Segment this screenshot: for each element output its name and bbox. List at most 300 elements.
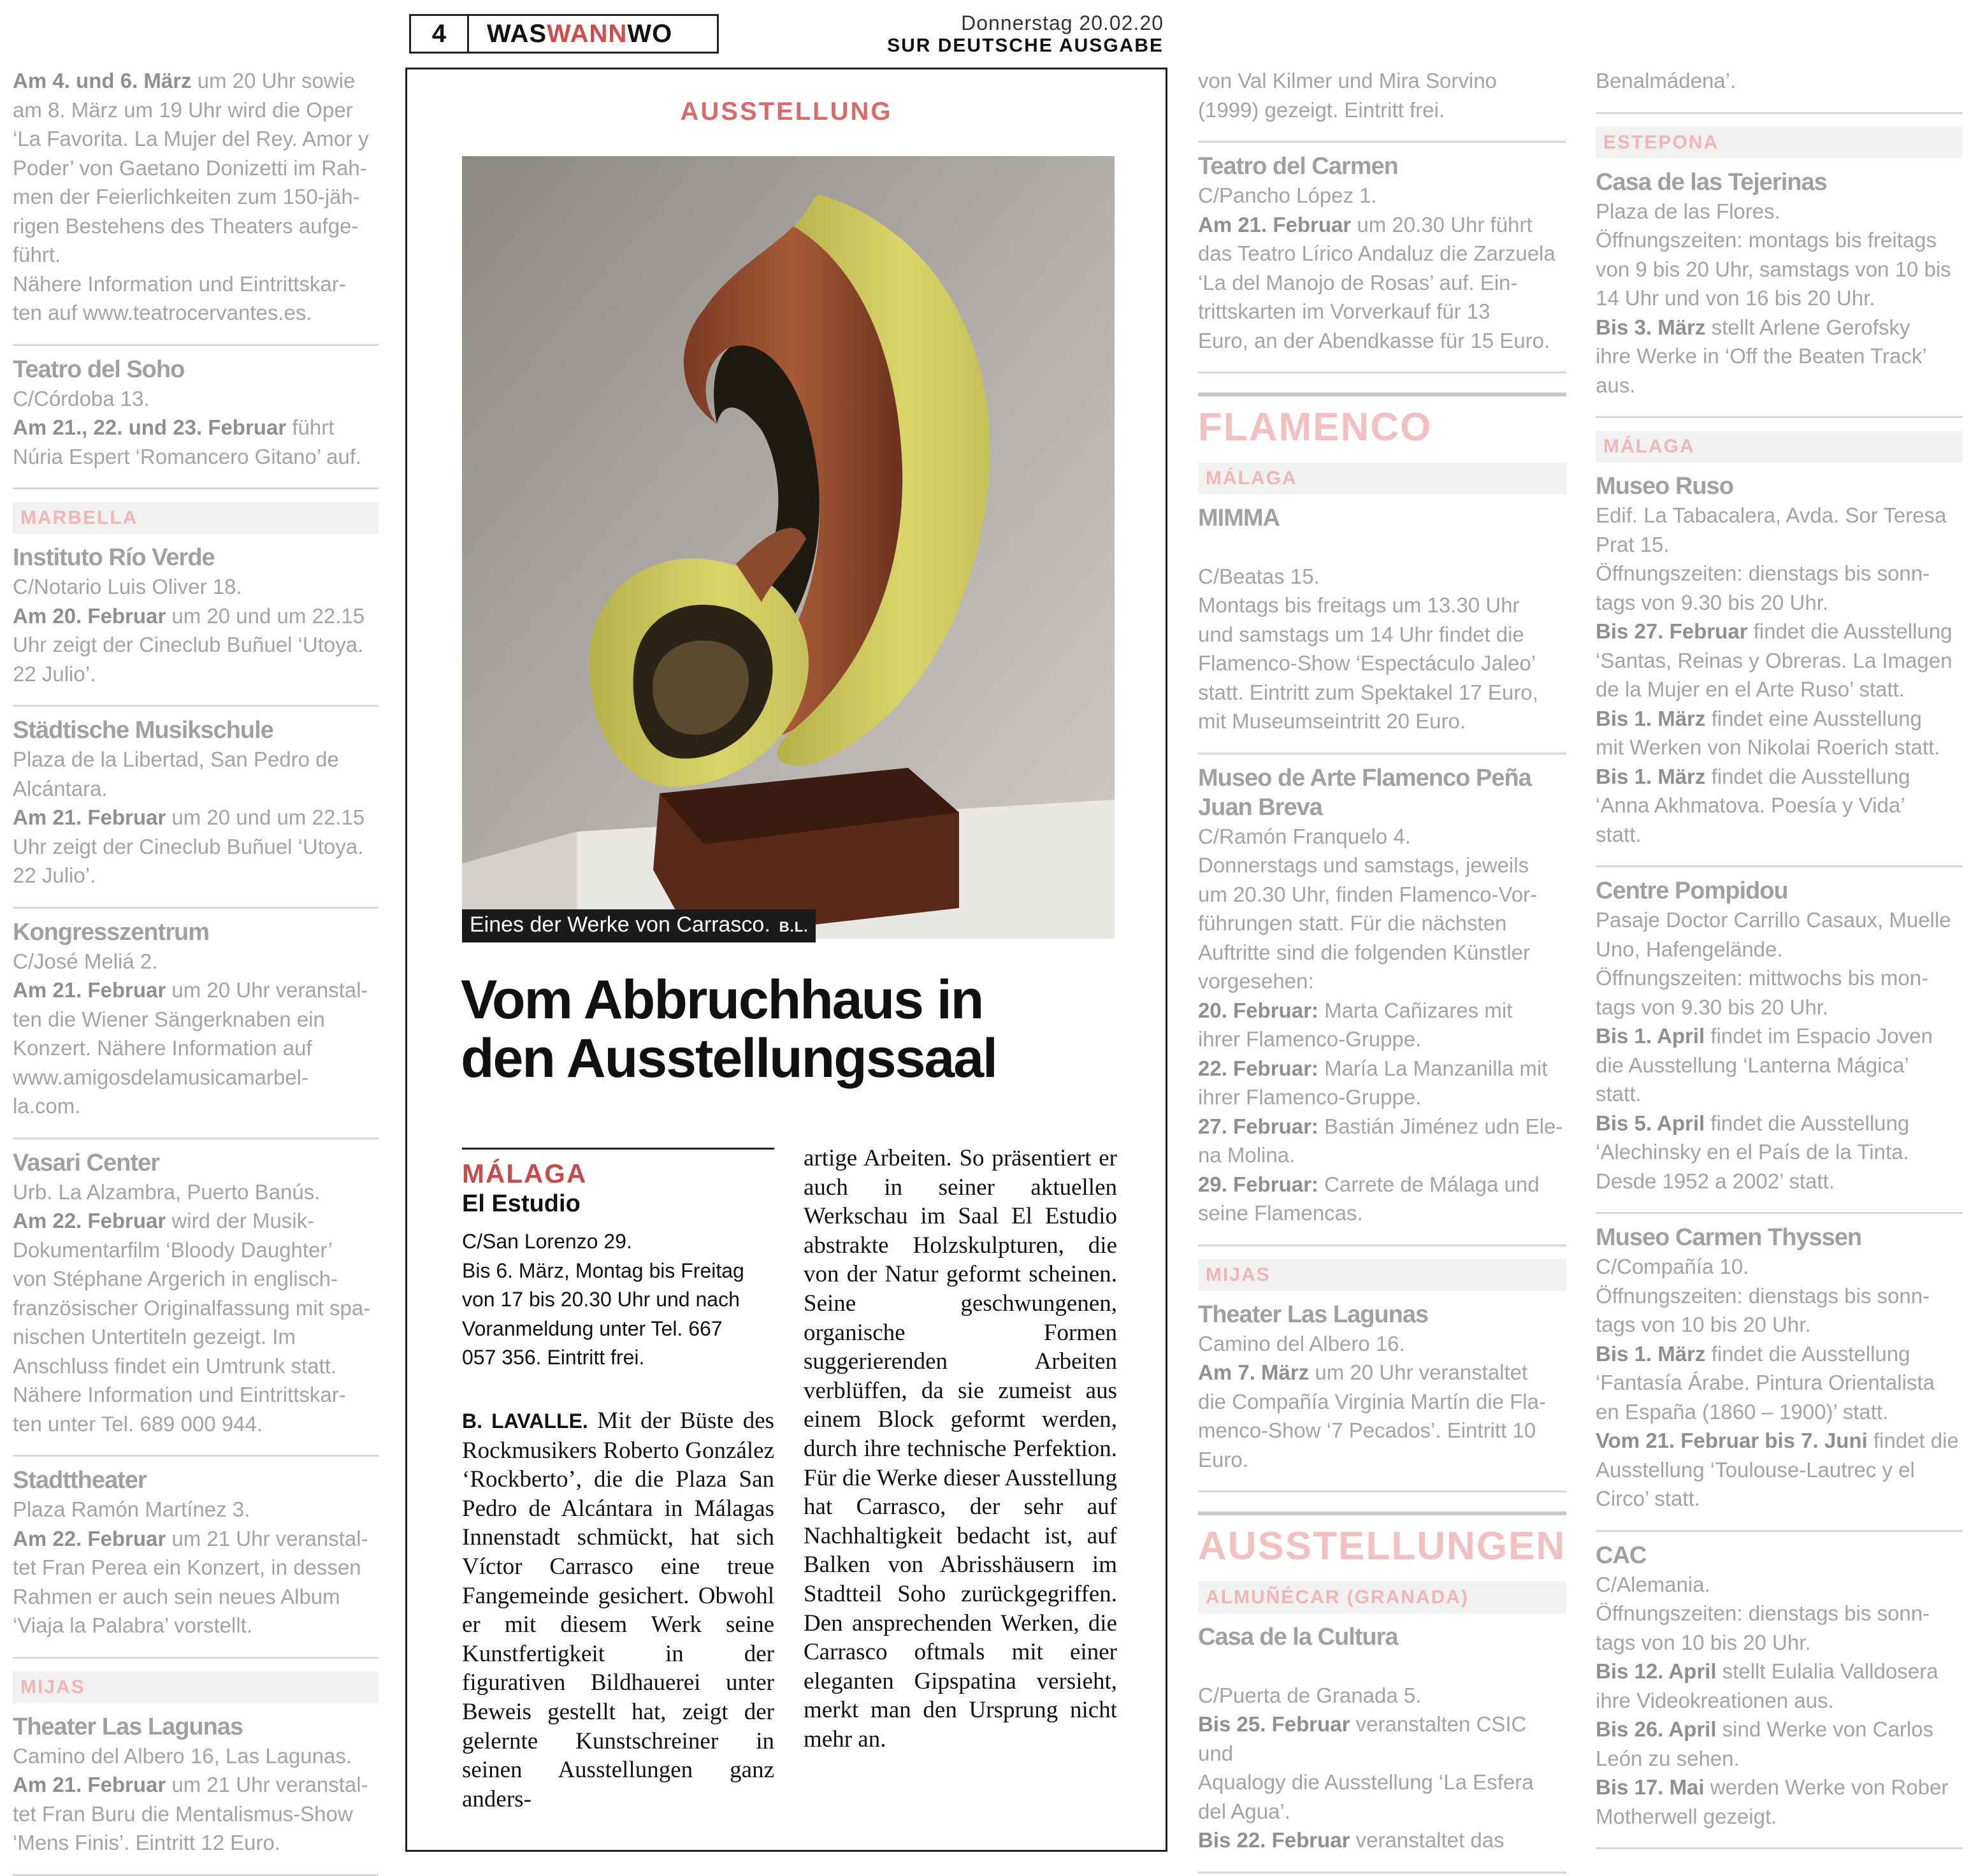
listing-line-text: León zu sehen. bbox=[1596, 1746, 1740, 1770]
listing-line-text: von Val Kilmer und Mira Sorvino bbox=[1198, 69, 1497, 92]
listing-date-highlight: Bis 22. Februar bbox=[1198, 1828, 1350, 1852]
listing-line bbox=[13, 745, 379, 774]
venue-name: Museo Ruso bbox=[1596, 473, 1733, 500]
listing-line-text: ‘Anna Akhmatova. Poesía y Vida’ bbox=[1596, 793, 1905, 817]
listing-intro bbox=[1198, 66, 1566, 143]
venue-name: Instituto Río Verde bbox=[13, 544, 215, 571]
listing-line-text: Plaza de las Flores. bbox=[1596, 199, 1780, 223]
listing-line bbox=[1596, 704, 1963, 733]
listing-line bbox=[1198, 967, 1566, 996]
venue-name: MIMMA bbox=[1198, 505, 1280, 531]
listing-line bbox=[1198, 1329, 1566, 1359]
listing-line-text: ihrer Flamenco-Gruppe. bbox=[1198, 1085, 1422, 1109]
region-label: MARBELLA bbox=[13, 502, 379, 534]
listing-line bbox=[13, 572, 379, 602]
listing-line bbox=[1198, 1681, 1566, 1710]
listing-line bbox=[1596, 226, 1963, 255]
listing-line bbox=[1596, 501, 1963, 530]
listing-line-text: um 21 Uhr veranstal- bbox=[166, 1526, 368, 1550]
listing-line bbox=[1596, 1773, 1963, 1802]
listing-entry bbox=[13, 1703, 379, 1876]
listing-line bbox=[1596, 1310, 1963, 1339]
listing-line-text: C/Beatas 15. bbox=[1198, 564, 1320, 588]
listing-line bbox=[1596, 646, 1963, 675]
listing-line bbox=[1596, 675, 1963, 704]
listing-line bbox=[13, 774, 379, 804]
listing-line bbox=[13, 1178, 379, 1207]
listing-entry bbox=[1596, 159, 1963, 419]
listing-date-highlight: Bis 3. März bbox=[1596, 315, 1706, 339]
sculpture-photo bbox=[462, 156, 1115, 939]
listing-entry bbox=[13, 1139, 379, 1457]
listing-line-text: aus. bbox=[1596, 373, 1636, 397]
event-info-line: 057 356. Eintritt frei. bbox=[462, 1346, 645, 1369]
listing-line-text: werden Werke von Rober bbox=[1704, 1775, 1949, 1799]
listing-line-text: C/Notario Luis Oliver 18. bbox=[13, 575, 242, 598]
listing-line-text: C/José Meliá 2. bbox=[13, 949, 158, 973]
listing-line bbox=[1596, 1657, 1963, 1686]
listing-line bbox=[13, 1236, 379, 1265]
listing-line bbox=[1596, 1368, 1963, 1397]
listing-line bbox=[1596, 1051, 1963, 1080]
venue-name: Städtische Musikschule bbox=[13, 717, 273, 744]
listing-line-text: Marta Cañizares mit bbox=[1318, 998, 1513, 1022]
listing-entry bbox=[1596, 1532, 1963, 1850]
listing-line bbox=[1596, 1079, 1963, 1109]
listing-line-text: 22 Julio’. bbox=[13, 661, 96, 686]
listing-date-highlight: Am 20. Februar bbox=[13, 603, 166, 628]
listing-line bbox=[1596, 342, 1963, 371]
listing-line bbox=[13, 1524, 379, 1554]
region-label: ESTEPONA bbox=[1596, 127, 1963, 159]
listing-line bbox=[1198, 1768, 1566, 1797]
listing-date-highlight: Am 22. Februar bbox=[13, 1209, 166, 1232]
listing-date-highlight: Bis 27. Februar bbox=[1596, 619, 1748, 643]
listing-line-text: findet die bbox=[1867, 1429, 1959, 1452]
listing-line-text: Öffnungszeiten: dienstags bis sonn- bbox=[1596, 561, 1930, 585]
listing-line-text: die Ausstellung ‘Lanterna Mágica’ bbox=[1596, 1053, 1909, 1077]
listing-line bbox=[13, 1770, 379, 1800]
listing-entry bbox=[1596, 1214, 1963, 1532]
listing-line bbox=[1198, 268, 1566, 298]
listing-line bbox=[1198, 1199, 1566, 1228]
listing-line bbox=[1198, 1141, 1566, 1170]
listings-column-3 bbox=[1198, 66, 1566, 1873]
listing-line bbox=[1198, 1387, 1566, 1417]
listing-line-text: ‘Santas, Reinas y Obreras. La Imagen bbox=[1596, 648, 1953, 672]
listing-line bbox=[1198, 1826, 1566, 1855]
listing-line-text: Benalmádena’. bbox=[1596, 69, 1736, 92]
listing-date-highlight: Bis 17. Mai bbox=[1596, 1775, 1705, 1799]
listing-entry bbox=[13, 534, 379, 707]
listing-line bbox=[1198, 1445, 1566, 1475]
listing-line-text: tet Fran Perea ein Konzert, in dessen bbox=[13, 1555, 361, 1579]
listing-line-text: Uhr zeigt der Cineclub Buñuel ‘Utoya. bbox=[13, 834, 364, 858]
venue-name: Kongresszentrum bbox=[13, 918, 210, 946]
listing-line bbox=[1596, 1686, 1963, 1715]
photo-credit: B.L. bbox=[779, 919, 809, 935]
listing-line bbox=[13, 602, 379, 631]
listing-line bbox=[13, 1294, 379, 1323]
listing-date-highlight: Bis 1. März bbox=[1596, 764, 1706, 788]
listing-line-text: findet eine Ausstellung bbox=[1705, 706, 1922, 730]
listing-entry bbox=[1198, 1613, 1566, 1873]
listing-line-text: Aqualogy die Ausstellung ‘La Esfera bbox=[1198, 1770, 1534, 1794]
listing-line bbox=[1596, 1397, 1963, 1427]
listing-date-highlight: Am 21., 22. und 23. Februar bbox=[13, 415, 287, 439]
listing-line bbox=[1198, 326, 1566, 356]
region-label: ALMUÑÉCAR (GRANADA) bbox=[1198, 1582, 1566, 1613]
photo-caption bbox=[462, 909, 816, 942]
listing-line-text: ten die Wiener Sängerknaben ein bbox=[13, 1007, 325, 1031]
listing-line-text: ten unter Tel. 689 000 944. bbox=[13, 1411, 263, 1436]
listing-line bbox=[1596, 1570, 1963, 1599]
listing-date-highlight: Am 21. Februar bbox=[13, 978, 166, 1002]
listing-line-text: Öffnungszeiten: montags bis freitags bbox=[1596, 228, 1937, 252]
listing-line-text: Öffnungszeiten: dienstags bis sonn- bbox=[1596, 1283, 1930, 1308]
listing-entry bbox=[1596, 463, 1963, 867]
listing-line-text: www.amigosdelamusicamarbel- bbox=[13, 1065, 308, 1089]
listing-line-text: Montags bis freitags um 13.30 Uhr bbox=[1198, 593, 1520, 617]
listing-line-text: am 8. März um 19 Uhr wird die Oper bbox=[13, 97, 353, 122]
listing-line bbox=[1198, 1710, 1566, 1768]
listing-line bbox=[1596, 559, 1963, 588]
listing-line bbox=[1596, 762, 1963, 791]
listing-line bbox=[1198, 649, 1566, 678]
listing-line bbox=[1596, 791, 1963, 820]
listing-line-text: Poder’ von Gaetano Donizetti im Rah- bbox=[13, 155, 367, 180]
listing-line-text: veranstaltet das bbox=[1350, 1828, 1505, 1852]
listing-line-text: um 21 Uhr veranstal- bbox=[166, 1773, 368, 1796]
listing-line-text: Auftritte sind die folgenden Künstler bbox=[1198, 940, 1530, 964]
listing-line bbox=[13, 1322, 379, 1352]
listing-line-text: Euro, an der Abendkasse für 15 Euro. bbox=[1198, 328, 1550, 352]
listing-line-text: tags von 10 bis 20 Uhr. bbox=[1596, 1630, 1811, 1654]
article-body-text-1: Mit der Büste des Rockmusikers Roberto González ‘Rockberto’, die die Plaza San Pedro de Alcántara in Málagas Innenstadt schmückt, hat sich Víctor Carrasco eine treue Fangemeinde gesichert. Obwohl er mit diesem Werk seine Kunstfertigkeit in der figurativen Bildhauerei unter Beweis gestellt hat, zeigt der gelernte Kunstschreiner in seinen Ausstellungen ganz anders- bbox=[462, 1408, 775, 1812]
listing-line-text: Plaza de la Libertad, San Pedro de bbox=[13, 747, 339, 771]
event-info-line: Voranmeldung unter Tel. 667 bbox=[462, 1317, 723, 1340]
listing-line bbox=[1198, 1054, 1566, 1083]
listing-entry bbox=[1198, 754, 1566, 1246]
listing-line bbox=[13, 270, 379, 299]
listing-entry bbox=[1596, 867, 1963, 1214]
listing-line-text: französischer Originalfassung mit spa- bbox=[13, 1295, 371, 1320]
listing-line-text: Rahmen er auch sein neues Album bbox=[13, 1584, 340, 1608]
listing-line-text: Öffnungszeiten: dienstags bis sonn- bbox=[1596, 1601, 1930, 1625]
section-title-part1: WAS bbox=[487, 19, 547, 48]
listing-line-text: um 20 und um 22.15 bbox=[166, 603, 365, 628]
listing-line bbox=[1198, 533, 1566, 562]
listing-line-text: vorgesehen: bbox=[1198, 969, 1314, 993]
listing-line-text: C/Ramón Franquelo 4. bbox=[1198, 824, 1411, 848]
listing-line-text: Euro. bbox=[1198, 1447, 1248, 1471]
listing-entry bbox=[1198, 143, 1566, 373]
listing-line bbox=[1596, 1252, 1963, 1281]
listing-line bbox=[13, 298, 379, 328]
listing-line bbox=[13, 384, 379, 414]
listing-line bbox=[13, 1742, 379, 1771]
listing-line-text: na Molina. bbox=[1198, 1143, 1296, 1167]
listings-column-4 bbox=[1596, 66, 1963, 1849]
listing-line-text: Öffnungszeiten: mittwochs bis mon- bbox=[1596, 966, 1929, 990]
listing-line bbox=[1198, 678, 1566, 707]
event-info-line: von 17 bis 20.30 Uhr und nach bbox=[462, 1288, 740, 1311]
listing-date-highlight: Bis 1. März bbox=[1596, 706, 1706, 730]
listing-line bbox=[1596, 588, 1963, 617]
listing-line bbox=[13, 442, 379, 472]
venue-name: Centre Pompidou bbox=[1596, 877, 1788, 904]
venue-name: Casa de las Tejerinas bbox=[1596, 168, 1827, 196]
listing-line bbox=[13, 154, 379, 183]
listing-line-text: María La Manzanilla mit bbox=[1318, 1056, 1548, 1080]
listing-line bbox=[13, 96, 379, 125]
listing-line bbox=[1198, 822, 1566, 851]
listing-line bbox=[1596, 1484, 1963, 1513]
listing-entry bbox=[13, 707, 379, 909]
dateline bbox=[879, 11, 1164, 57]
venue-name: Teatro del Carmen bbox=[1198, 153, 1398, 180]
listing-line bbox=[13, 832, 379, 862]
region-label: MÁLAGA bbox=[1198, 463, 1566, 494]
listing-line bbox=[1198, 707, 1566, 736]
listing-line-text: rigen Bestehens des Theaters aufge- bbox=[13, 213, 359, 238]
listing-line-text: ‘Viaja la Palabra’ vorstellt. bbox=[13, 1613, 253, 1637]
listing-line bbox=[1596, 963, 1963, 993]
listing-line-text: menco-Show ‘7 Pecados’. Eintritt 10 bbox=[1198, 1418, 1536, 1442]
article-kicker: AUSSTELLUNG bbox=[680, 97, 893, 126]
listing-line-text: veranstalten CSIC und bbox=[1198, 1712, 1527, 1765]
venue-name: Casa de la Cultura bbox=[1198, 1624, 1398, 1650]
listing-date-highlight: Am 22. Februar bbox=[13, 1526, 166, 1550]
listing-line-text: Edif. La Tabacalera, Avda. Sor Teresa bbox=[1596, 503, 1947, 527]
listing-line-text: Anschluss findet ein Umtrunk statt. bbox=[13, 1353, 337, 1378]
listing-line-text: Núria Espert ‘Romancero Gitano’ auf. bbox=[13, 444, 362, 468]
listing-entry bbox=[1198, 494, 1566, 754]
listing-date-highlight: Bis 25. Februar bbox=[1198, 1712, 1350, 1736]
venue-name: Stadttheater bbox=[13, 1467, 147, 1494]
listing-line bbox=[1198, 1112, 1566, 1141]
listing-date-highlight: Bis 12. April bbox=[1596, 1659, 1717, 1683]
listing-date-highlight: Bis 26. April bbox=[1596, 1717, 1717, 1741]
listing-line bbox=[1596, 993, 1963, 1022]
region-label: MIJAS bbox=[13, 1671, 379, 1703]
listing-line-text: Carrete de Málaga und bbox=[1318, 1172, 1540, 1196]
listing-line-text: nischen Untertiteln gezeigt. Im bbox=[13, 1325, 296, 1348]
listing-line bbox=[1198, 1416, 1566, 1445]
listing-line bbox=[1596, 1426, 1963, 1455]
edition-name: SUR DEUTSCHE AUSGABE bbox=[887, 35, 1164, 56]
listing-line bbox=[13, 240, 379, 270]
listing-line-text: (1999) gezeigt. Eintritt frei. bbox=[1198, 97, 1445, 122]
listing-line bbox=[1198, 620, 1566, 649]
listing-line-text: C/Compañía 10. bbox=[1596, 1255, 1749, 1278]
page-number: 4 bbox=[411, 16, 469, 52]
listing-line bbox=[13, 1380, 379, 1410]
listing-line bbox=[1596, 617, 1963, 646]
listing-line bbox=[1198, 938, 1566, 967]
listing-intro bbox=[1596, 66, 1963, 114]
article-body-column-1 bbox=[462, 1406, 774, 1814]
listing-line-text: Ausstellung ‘Toulouse-Lautrec y el bbox=[1596, 1457, 1915, 1482]
listing-date-highlight: 29. Februar: bbox=[1198, 1172, 1318, 1196]
article-byline: B. LAVALLE. bbox=[462, 1410, 588, 1432]
listing-line bbox=[1198, 181, 1566, 210]
event-venue: El Estudio bbox=[462, 1190, 581, 1217]
listing-line-text: 14 Uhr und von 16 bis 20 Uhr. bbox=[1596, 286, 1875, 310]
listing-line bbox=[1596, 197, 1963, 226]
listing-line bbox=[1198, 66, 1566, 96]
section-title-part2: WANN bbox=[547, 19, 628, 48]
listing-line-text: Pasaje Doctor Carrillo Casaux, Muelle bbox=[1596, 908, 1951, 932]
listing-line-text: Circo’ statt. bbox=[1596, 1487, 1700, 1510]
listing-date-highlight: Am 4. und 6. März bbox=[13, 69, 192, 92]
venue-name: Teatro del Soho bbox=[13, 356, 185, 383]
listing-line-text: seine Flamencas. bbox=[1198, 1201, 1363, 1225]
listing-line-text: die Compañía Virginia Martín die Fla- bbox=[1198, 1389, 1546, 1413]
listing-date-highlight: 20. Februar: bbox=[1198, 998, 1318, 1022]
listing-line bbox=[1198, 880, 1566, 909]
listing-line-text: trittskarten im Vorverkauf für 13 bbox=[1198, 299, 1491, 323]
listing-line bbox=[1596, 1802, 1963, 1831]
listing-line bbox=[1596, 313, 1963, 342]
listing-entries bbox=[13, 346, 379, 1876]
section-heading-ausstellungen: AUSSTELLUNGEN bbox=[1198, 1512, 1566, 1569]
listing-date-highlight: Am 21. Februar bbox=[1198, 212, 1352, 236]
venue-name: Theater Las Lagunas bbox=[13, 1713, 243, 1740]
listing-line-text: ‘La Favorita. La Mujer del Rey. Amor y bbox=[13, 127, 369, 150]
listing-line bbox=[13, 1611, 379, 1640]
listing-line-text: Camino del Albero 16, Las Lagunas. bbox=[13, 1743, 352, 1768]
listing-date-highlight: Bis 1. März bbox=[1596, 1341, 1706, 1366]
listing-line-text: Alcántara. bbox=[13, 776, 108, 800]
listing-line-text: sind Werke von Carlos bbox=[1716, 1717, 1934, 1741]
listing-line bbox=[1198, 1170, 1566, 1199]
listing-line bbox=[1198, 851, 1566, 880]
listing-line-text: findet die Ausstellung bbox=[1705, 764, 1910, 788]
event-info-line: C/San Lorenzo 29. bbox=[462, 1230, 632, 1253]
listing-line bbox=[13, 1495, 379, 1524]
listing-line-text: C/Pancho López 1. bbox=[1198, 184, 1377, 207]
listing-line bbox=[1596, 284, 1963, 313]
flamenco-entries bbox=[1198, 463, 1566, 1492]
listing-line-text: statt. bbox=[1596, 822, 1642, 846]
region-label: MIJAS bbox=[1198, 1259, 1566, 1291]
section-heading-flamenco: FLAMENCO bbox=[1198, 393, 1566, 450]
listing-line-text: statt. bbox=[1596, 1082, 1642, 1106]
listing-line-text: findet die Ausstellung bbox=[1705, 1341, 1910, 1366]
listing-line-text: ‘Alechinsky en el País de la Tinta. bbox=[1596, 1140, 1909, 1164]
listing-line bbox=[1596, 66, 1963, 96]
listing-line bbox=[13, 1063, 379, 1092]
article-headline: Vom Abbruchhaus in den Ausstellungssaal bbox=[461, 969, 997, 1089]
listing-line-text: führungen statt. Für die nächsten bbox=[1198, 911, 1507, 935]
listing-entry bbox=[13, 1457, 379, 1659]
listing-line-text: ten auf www.teatrocervantes.es. bbox=[13, 301, 312, 324]
listing-intro bbox=[13, 66, 379, 346]
listing-line bbox=[1596, 371, 1963, 400]
listing-line-text: mit Werken von Nikolai Roerich statt. bbox=[1596, 735, 1940, 759]
listing-date-highlight: Bis 5. April bbox=[1596, 1111, 1705, 1135]
listing-line-text: ihrer Flamenco-Gruppe. bbox=[1198, 1027, 1422, 1051]
listing-line bbox=[13, 1553, 379, 1582]
listing-line bbox=[1596, 1744, 1963, 1773]
listing-line bbox=[1198, 996, 1566, 1025]
listing-entry bbox=[1198, 1291, 1566, 1493]
section-title-part3: WO bbox=[627, 19, 673, 48]
listing-line-text: Flamenco-Show ‘Espectáculo Jaleo’ bbox=[1198, 651, 1536, 675]
listing-line-text: ‘Fantasía Árabe. Pintura Orientalista bbox=[1596, 1371, 1935, 1394]
listing-line-text: tags von 9.30 bis 20 Uhr. bbox=[1596, 995, 1829, 1019]
listing-line-text: führt. bbox=[13, 243, 61, 266]
listing-line-text: Prat 15. bbox=[1596, 532, 1670, 556]
listing-line bbox=[1198, 1358, 1566, 1387]
listing-line bbox=[1596, 1628, 1963, 1657]
listing-line-text: Camino del Albero 16. bbox=[1198, 1331, 1405, 1355]
listing-entry bbox=[13, 909, 379, 1139]
listing-date-highlight: 27. Februar: bbox=[1198, 1114, 1318, 1138]
listing-line-text: tags von 9.30 bis 20 Uhr. bbox=[1596, 590, 1829, 614]
listing-line-text: Plaza Ramón Martínez 3. bbox=[13, 1497, 250, 1521]
listing-line bbox=[13, 861, 379, 890]
listing-date-highlight: Vom 21. Februar bis 7. Juni bbox=[1596, 1429, 1868, 1452]
feature-article bbox=[405, 68, 1167, 1852]
listing-line bbox=[13, 1410, 379, 1439]
listing-line-text: von Stéphane Argerich in englisch- bbox=[13, 1267, 338, 1290]
article-body-column-2: artige Arbeiten. So präsentiert er auch in seiner aktuellen Werkschau im Saal El Estudio abstrakte Holzskulpturen, die von der Natur geformt scheinen. Seine geschwungenen, organische Formen suggerierenden Arbeiten verblüffen, da sie zumeist aus einem Block geformt werden, durch ihre technische Perfektion. Für die Werke dieser Ausstellung hat Carrasco, der sehr auf Nachhaltigkeit bedacht ist, auf Balken von Abrisshäusern im Stadtteil Soho zurückgegriffen. Den ansprechenden Werken, die Carrasco oftmals mit einer eleganten Gipspatina versieht, merkt man den Ursprung nicht mehr an. bbox=[804, 1145, 1117, 1752]
listing-line bbox=[1596, 1281, 1963, 1311]
listing-line-text: ihre Werke in ‘Off the Beaten Track’ bbox=[1596, 344, 1927, 368]
listing-line-text: men der Feierlichkeiten zum 150-jäh- bbox=[13, 185, 360, 208]
event-info-box bbox=[462, 1148, 774, 1373]
listing-line-text: um 20.30 Uhr führt bbox=[1351, 212, 1533, 236]
listing-line-text: um 20 und um 22.15 bbox=[166, 805, 365, 829]
listing-date-highlight: 22. Februar: bbox=[1198, 1056, 1318, 1080]
listing-line bbox=[1596, 935, 1963, 964]
listing-line bbox=[1198, 562, 1566, 591]
event-city: MÁLAGA bbox=[462, 1158, 588, 1188]
listing-line bbox=[1596, 1021, 1963, 1051]
listing-line bbox=[1198, 96, 1566, 125]
listing-line bbox=[13, 1800, 379, 1829]
listing-line bbox=[1198, 210, 1566, 240]
listing-line bbox=[1198, 297, 1566, 326]
listing-line-text: Urb. La Alzambra, Puerto Banús. bbox=[13, 1180, 321, 1204]
listing-line-text: en España (1860 – 1900)’ statt. bbox=[1596, 1399, 1889, 1424]
listing-line bbox=[1596, 1715, 1963, 1744]
listing-line bbox=[13, 1005, 379, 1034]
listing-line bbox=[13, 1206, 379, 1236]
listing-line-text: Bastián Jiménez udn Ele- bbox=[1318, 1114, 1563, 1138]
listing-line-text: tet Fran Buru die Mentalismus-Show bbox=[13, 1801, 353, 1826]
venue-name: Vasari Center bbox=[13, 1149, 159, 1176]
listing-line-text: statt. Eintritt zum Spektakel 17 Euro, bbox=[1198, 680, 1538, 704]
listing-line-text: um 20 Uhr veranstaltet bbox=[1309, 1360, 1528, 1384]
listing-line bbox=[1596, 906, 1963, 935]
listing-line bbox=[13, 1582, 379, 1612]
listing-line-text: tags von 10 bis 20 Uhr. bbox=[1596, 1313, 1811, 1336]
listing-line-text: findet im Espacio Joven bbox=[1705, 1024, 1933, 1048]
listing-line bbox=[13, 182, 379, 212]
listing-line bbox=[1198, 1797, 1566, 1826]
listing-line bbox=[13, 976, 379, 1005]
listing-date-highlight: Am 7. März bbox=[1198, 1360, 1310, 1384]
listing-line-text: findet die Ausstellung bbox=[1705, 1111, 1910, 1135]
listing-line bbox=[1596, 255, 1963, 284]
listing-line bbox=[1198, 1025, 1566, 1054]
listing-line bbox=[1198, 1652, 1566, 1681]
venue-name: Theater Las Lagunas bbox=[1198, 1301, 1429, 1328]
listing-line bbox=[13, 1264, 379, 1294]
